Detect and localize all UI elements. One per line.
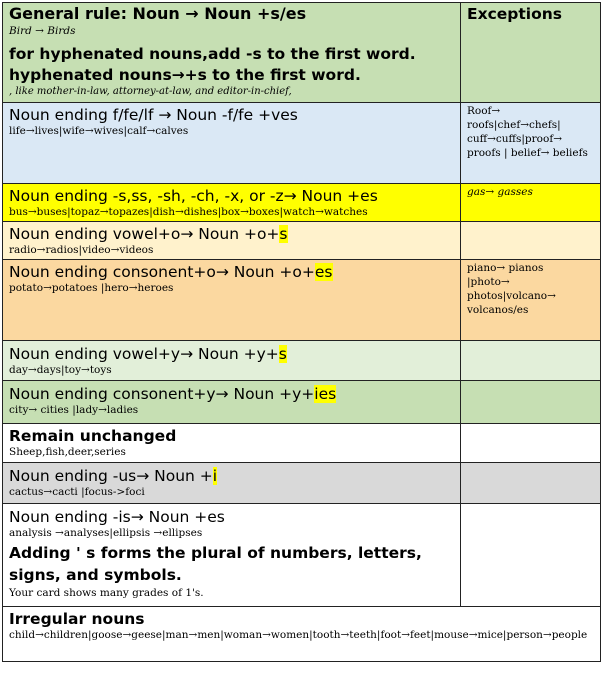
rule-cell: [3, 222, 461, 260]
exception-line: piano→ pianos: [467, 262, 544, 274]
exception-line: proofs | belief→ beliefs: [467, 147, 588, 159]
exception-cell: [461, 504, 601, 607]
rule-cell: [3, 341, 461, 381]
table-row: [3, 184, 601, 222]
highlighted-suffix: s: [279, 225, 288, 243]
rule-cell: [3, 103, 461, 184]
rule-example: Sheep,fish,deer,series: [9, 446, 126, 458]
rule-text: Irregular nouns: [9, 610, 145, 628]
table-row: [3, 3, 601, 103]
rule-text: Noun ending -s,ss, -sh, -ch, -x, or -z→ Noun +es: [9, 187, 378, 205]
rule-text: Noun ending f/fe/lf → Noun -f/fe +ves: [9, 106, 298, 124]
exceptions-header-cell: [461, 3, 601, 103]
rule-text: Noun ending vowel+y→ Noun +y+s: [9, 345, 287, 363]
exception-line: Roof→: [467, 105, 501, 117]
exception-cell: [461, 222, 601, 260]
rule-example: radio→radios|video→videos: [9, 244, 154, 256]
exception-cell: [461, 341, 601, 381]
table-row: [3, 424, 601, 463]
rule-cell: [3, 424, 461, 463]
table-row: [3, 222, 601, 260]
exception-line: roofs|chef→chefs|: [467, 119, 561, 131]
rule-example: potato→potatoes |hero→heroes: [9, 282, 174, 294]
exception-cell: [461, 424, 601, 463]
highlighted-suffix: i: [212, 467, 218, 485]
exceptions-header: Exceptions: [467, 5, 563, 23]
rule-cell: [3, 260, 461, 341]
exception-line: photos|volcano→: [467, 290, 556, 302]
rule-text: Noun ending -us→ Noun +i: [9, 467, 218, 485]
rule-cell: [3, 463, 461, 504]
rule-cell: [3, 607, 601, 662]
general-example: Bird → Birds: [9, 25, 76, 37]
apostrophe-example: Your card shows many grades of 1's.: [9, 587, 204, 599]
apostrophe-rule: Adding ' s forms the plural of numbers, letters, signs, and symbols.: [9, 544, 422, 584]
exception-cell: [461, 103, 601, 184]
exception-line: |photo→: [467, 276, 510, 288]
rule-text: Remain unchanged: [9, 427, 177, 445]
table-row: [3, 381, 601, 424]
rule-cell: [3, 184, 461, 222]
rule-example: life→lives|wife→wives|calf→calves: [9, 125, 189, 137]
hyphen-rule-1: for hyphenated nouns,add -s to the first word.: [9, 45, 416, 63]
rule-example: cactus→cacti |focus->foci: [9, 486, 145, 498]
rule-example: bus→buses|topaz→topazes|dish→dishes|box→boxes|watch→watches: [9, 206, 368, 218]
rule-example: analysis →analyses|ellipsis →ellipses: [9, 527, 203, 539]
table-row: [3, 504, 601, 607]
hyphen-rule-2: hyphenated nouns→+s to the first word.: [9, 66, 361, 84]
exception-line: volcanos/es: [467, 304, 529, 316]
general-rule-cell: [3, 3, 461, 103]
table-row: [3, 463, 601, 504]
hyphen-example: , like mother-in-law, attorney-at-law, and editor-in-chief,: [9, 86, 292, 97]
table-row: [3, 341, 601, 381]
table-row: [3, 103, 601, 184]
rule-example: city→ cities |lady→ladies: [9, 404, 139, 416]
rule-text: Noun ending -is→ Noun +es: [9, 508, 225, 526]
highlighted-suffix: es: [314, 263, 333, 281]
highlighted-suffix: ies: [314, 385, 337, 403]
rule-text: Noun ending vowel+o→ Noun +o+s: [9, 225, 288, 243]
exception-cell: [461, 184, 601, 222]
rule-cell: [3, 504, 461, 607]
table-row: [3, 260, 601, 341]
rule-text: Noun ending consonent+y→ Noun +y+ies: [9, 385, 337, 403]
exception-line: cuff→cuffs|proof→: [467, 133, 562, 145]
exception-cell: [461, 463, 601, 504]
table-row: [3, 607, 601, 662]
exception-line: gas→ gasses: [467, 186, 533, 198]
rule-example: child→children|goose→geese|man→men|woman→women|tooth→teeth|foot→feet|mouse→mice|person→people: [9, 629, 588, 641]
exception-cell: [461, 260, 601, 341]
exception-cell: [461, 381, 601, 424]
plural-rules-table: [2, 2, 601, 662]
rule-text: Noun ending consonent+o→ Noun +o+es: [9, 263, 333, 281]
rule-cell: [3, 381, 461, 424]
highlighted-suffix: s: [278, 345, 287, 363]
general-rule: General rule: Noun → Noun +s/es: [9, 4, 307, 23]
rule-example: day→days|toy→toys: [9, 364, 112, 376]
